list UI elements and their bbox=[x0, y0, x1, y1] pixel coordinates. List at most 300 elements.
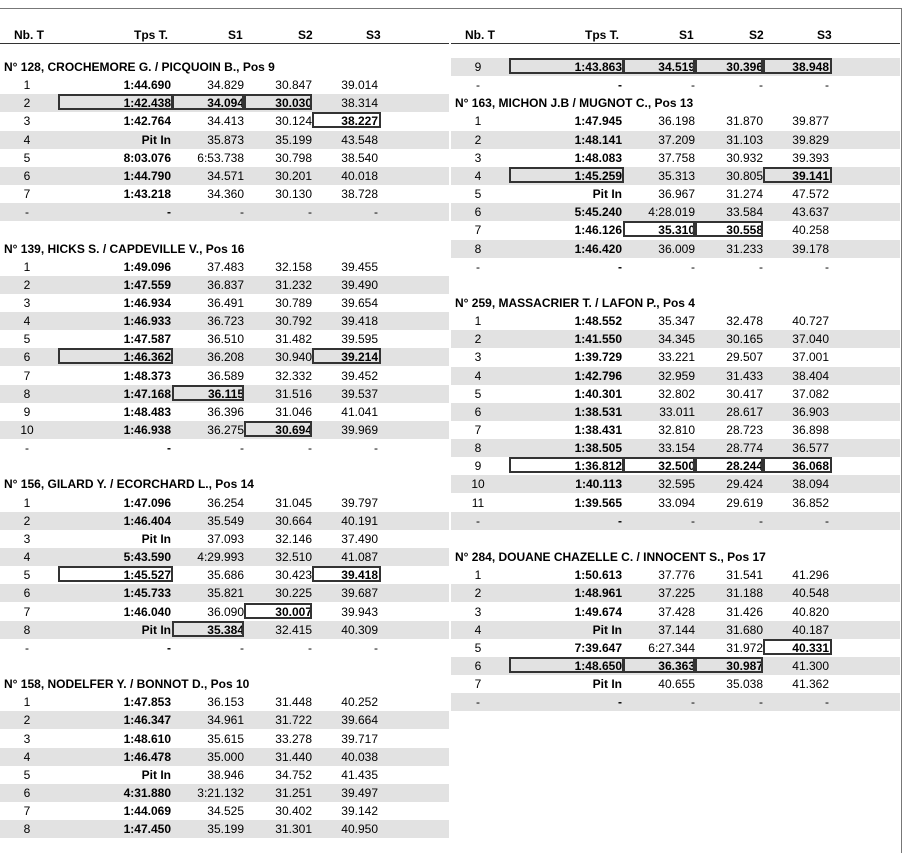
sector-1: 37.428 bbox=[658, 604, 695, 619]
sector-3: 39.418 bbox=[341, 314, 378, 329]
lap-row bbox=[0, 167, 449, 185]
sector-2: 31.103 bbox=[726, 132, 763, 147]
sector-2: 33.584 bbox=[726, 205, 763, 220]
best-sector3-box bbox=[312, 566, 381, 582]
lap-row bbox=[451, 657, 900, 675]
best-lap-box bbox=[58, 348, 173, 364]
car-title: N° 163, MICHON J.B / MUGNOT C., Pos 13 bbox=[455, 96, 694, 111]
sector-1: 34.829 bbox=[207, 78, 244, 93]
lap-row bbox=[0, 621, 449, 639]
sector-2: 30.030 bbox=[275, 96, 312, 111]
lap-number: 9 bbox=[474, 60, 482, 74]
best-sector1-box bbox=[623, 221, 695, 237]
lap-time: 1:48.650 bbox=[574, 658, 622, 673]
lap-number: 8 bbox=[23, 386, 31, 401]
sector-2: 31.482 bbox=[275, 332, 312, 347]
lap-time: 7:39.647 bbox=[574, 640, 622, 655]
lap-row bbox=[0, 802, 449, 820]
sector-2: 30.402 bbox=[275, 804, 312, 819]
best-sector1-box bbox=[172, 621, 244, 637]
lap-number: - bbox=[25, 640, 29, 655]
separator-row bbox=[0, 203, 449, 221]
sector-1: 36.153 bbox=[207, 695, 244, 710]
lap-number: 8 bbox=[23, 822, 31, 837]
sector-3: - bbox=[374, 205, 378, 220]
sector-2: 31.046 bbox=[275, 404, 312, 419]
lap-row bbox=[451, 385, 900, 403]
lap-number: 6 bbox=[474, 205, 482, 220]
best-sector1-box bbox=[172, 94, 244, 110]
separator-row bbox=[451, 76, 900, 94]
lap-time: 1:45.259 bbox=[574, 168, 622, 183]
header-s1: S1 bbox=[228, 28, 243, 42]
lap-time: 1:44.069 bbox=[123, 804, 171, 819]
lap-row bbox=[451, 675, 900, 693]
separator-row bbox=[0, 439, 449, 457]
sector-3: 37.490 bbox=[341, 531, 378, 546]
sector-1: 37.758 bbox=[658, 150, 695, 165]
header-nb: Nb. T bbox=[14, 28, 44, 42]
lap-row bbox=[451, 112, 900, 130]
lap-row bbox=[0, 131, 449, 149]
lap-time: 1:39.729 bbox=[574, 350, 622, 365]
lap-time: 1:47.096 bbox=[123, 495, 171, 510]
lap-number: 9 bbox=[23, 404, 31, 419]
lap-row bbox=[0, 94, 449, 112]
header-tps: Tps T. bbox=[134, 28, 169, 42]
lap-time: 1:40.113 bbox=[575, 477, 622, 492]
best-lap-box bbox=[58, 94, 173, 110]
sector-2: - bbox=[759, 78, 763, 93]
sector-1: 35.347 bbox=[658, 314, 695, 329]
sector-1: 36.208 bbox=[207, 350, 244, 365]
sector-1: 33.011 bbox=[659, 404, 695, 419]
lap-number: 6 bbox=[474, 658, 482, 673]
header-rule bbox=[451, 43, 900, 44]
lap-time: 1:36.812 bbox=[574, 459, 622, 474]
best-sector2-box bbox=[244, 421, 312, 437]
lap-time: 5:43.590 bbox=[123, 550, 171, 565]
lap-time: 1:46.040 bbox=[123, 604, 171, 619]
sector-1: 36.115 bbox=[207, 386, 244, 401]
sector-1: 40.655 bbox=[658, 677, 695, 692]
sector-3: - bbox=[825, 259, 829, 274]
lap-row bbox=[0, 530, 449, 548]
column-headers bbox=[451, 28, 900, 44]
lap-row bbox=[0, 603, 449, 621]
sector-3: 39.537 bbox=[341, 386, 378, 401]
sector-3: 38.728 bbox=[341, 187, 378, 202]
sector-1: 34.345 bbox=[658, 332, 695, 347]
sector-3: 40.018 bbox=[341, 168, 378, 183]
lap-number: 5 bbox=[23, 332, 31, 347]
sector-2: 30.423 bbox=[275, 568, 312, 583]
lap-row bbox=[0, 367, 449, 385]
sector-1: 36.837 bbox=[207, 277, 244, 292]
sector-3: 39.455 bbox=[341, 259, 378, 274]
sector-1: 32.802 bbox=[658, 386, 695, 401]
lap-number: 4 bbox=[474, 368, 482, 383]
sector-1: 35.313 bbox=[658, 168, 695, 183]
lap-time: 1:39.565 bbox=[574, 495, 622, 510]
lap-row bbox=[451, 457, 900, 475]
lap-row bbox=[451, 312, 900, 330]
lap-number: 2 bbox=[474, 132, 482, 147]
lap-number: 8 bbox=[474, 441, 482, 456]
sector-2: 31.301 bbox=[275, 822, 312, 837]
lap-row bbox=[0, 294, 449, 312]
best-sector2-box bbox=[695, 457, 763, 473]
sector-2: 31.188 bbox=[726, 586, 763, 601]
lap-number: 2 bbox=[23, 513, 31, 528]
lap-row bbox=[0, 149, 449, 167]
lap-time: 1:49.674 bbox=[574, 604, 622, 619]
lap-number: - bbox=[25, 205, 29, 220]
lap-row bbox=[451, 403, 900, 421]
best-sector3-box bbox=[763, 457, 832, 473]
sector-2: 29.424 bbox=[726, 477, 763, 492]
sector-1: 36.396 bbox=[207, 404, 244, 419]
lap-time: - bbox=[618, 695, 622, 710]
sector-2: - bbox=[308, 441, 312, 456]
sector-1: 34.525 bbox=[207, 804, 244, 819]
sector-1: 32.810 bbox=[658, 423, 695, 437]
sector-2: - bbox=[759, 695, 763, 710]
sector-1: 36.967 bbox=[658, 187, 695, 202]
header-rule bbox=[0, 43, 449, 44]
best-sector3-box bbox=[312, 112, 381, 128]
lap-number: 7 bbox=[23, 187, 31, 202]
sector-2: 30.789 bbox=[275, 295, 312, 310]
lap-time: 1:42.438 bbox=[123, 96, 171, 111]
sector-1: 34.413 bbox=[207, 114, 244, 129]
lap-time: - bbox=[618, 78, 622, 93]
sector-1: 4:29.993 bbox=[197, 550, 244, 565]
sector-1: 33.221 bbox=[658, 350, 695, 365]
sector-1: 35.686 bbox=[207, 568, 244, 583]
car-title: N° 156, GILARD Y. / ECORCHARD L., Pos 14 bbox=[4, 477, 254, 492]
lap-number: 7 bbox=[474, 223, 482, 238]
sector-1: 37.093 bbox=[207, 531, 244, 546]
lap-number: 5 bbox=[23, 767, 31, 782]
lap-row bbox=[451, 240, 900, 258]
lap-number: 7 bbox=[23, 368, 31, 383]
lap-row bbox=[451, 566, 900, 584]
sector-3: 36.852 bbox=[792, 495, 829, 510]
lap-number: 3 bbox=[474, 350, 482, 365]
sector-1: 35.310 bbox=[658, 223, 695, 238]
lap-row bbox=[0, 711, 449, 729]
sector-1: 34.519 bbox=[658, 60, 695, 74]
sector-3: 40.727 bbox=[792, 314, 829, 329]
sector-1: 32.595 bbox=[658, 477, 695, 492]
sector-3: 39.595 bbox=[341, 332, 378, 347]
header-s3: S3 bbox=[366, 28, 381, 42]
lap-number: 1 bbox=[23, 78, 31, 93]
best-sector3-box bbox=[763, 639, 832, 655]
sector-3: 41.041 bbox=[341, 404, 378, 419]
sector-3: 39.687 bbox=[341, 586, 378, 601]
lap-time: 1:46.933 bbox=[123, 314, 171, 329]
sector-2: 32.415 bbox=[275, 622, 312, 637]
lap-time: - bbox=[167, 441, 171, 456]
lap-number: 6 bbox=[23, 586, 31, 601]
sector-3: - bbox=[825, 78, 829, 93]
lap-number: 7 bbox=[474, 423, 482, 437]
sector-3: 40.309 bbox=[341, 622, 378, 637]
lap-row bbox=[0, 494, 449, 512]
sector-3: 38.094 bbox=[792, 477, 829, 492]
car-title: N° 259, MASSACRIER T. / LAFON P., Pos 4 bbox=[455, 295, 695, 310]
sector-2: 28.617 bbox=[726, 404, 763, 419]
sector-2: 30.798 bbox=[275, 150, 312, 165]
lap-time: 1:48.961 bbox=[574, 586, 622, 601]
sector-3: 39.014 bbox=[341, 78, 378, 93]
sector-2: 31.433 bbox=[726, 368, 763, 383]
lap-number: 6 bbox=[23, 168, 31, 183]
sector-2: 33.278 bbox=[275, 731, 312, 746]
best-lap-box bbox=[509, 657, 624, 673]
sector-3: 37.082 bbox=[792, 386, 829, 401]
lap-row bbox=[451, 203, 900, 221]
sector-1: 32.500 bbox=[658, 459, 695, 474]
lap-time: 1:46.347 bbox=[123, 713, 171, 728]
lap-number: 5 bbox=[23, 150, 31, 165]
lap-number: 7 bbox=[23, 604, 31, 619]
lap-time: 1:38.505 bbox=[574, 441, 622, 456]
sector-3: 40.331 bbox=[792, 640, 829, 655]
sector-3: 37.040 bbox=[792, 332, 829, 347]
best-sector2-box bbox=[244, 603, 312, 619]
sector-3: 47.572 bbox=[792, 187, 829, 202]
lap-number: 1 bbox=[23, 695, 31, 710]
lap-number: 6 bbox=[23, 786, 31, 800]
sector-3: 39.497 bbox=[341, 786, 378, 800]
lap-time: 1:46.362 bbox=[123, 350, 171, 365]
lap-row bbox=[451, 167, 900, 185]
lap-time: - bbox=[167, 205, 171, 220]
lap-number: - bbox=[476, 513, 480, 528]
car-title: N° 139, HICKS S. / CAPDEVILLE V., Pos 16 bbox=[4, 241, 245, 256]
sector-2: 30.201 bbox=[275, 168, 312, 183]
sector-1: 33.094 bbox=[658, 495, 695, 510]
separator-row bbox=[451, 693, 900, 711]
sector-1: 37.144 bbox=[658, 622, 695, 637]
sector-1: 35.199 bbox=[207, 822, 244, 837]
column-headers bbox=[0, 28, 449, 44]
lap-number: 11 bbox=[471, 495, 485, 510]
best-sector3-box bbox=[763, 167, 832, 183]
best-sector1-box bbox=[623, 657, 695, 673]
sector-2: 31.232 bbox=[275, 277, 312, 292]
lap-row bbox=[0, 584, 449, 602]
lap-row bbox=[451, 621, 900, 639]
sector-1: - bbox=[240, 640, 244, 655]
lap-time: 1:47.450 bbox=[123, 822, 171, 837]
lap-number: - bbox=[476, 695, 480, 710]
lap-time: 1:46.478 bbox=[123, 749, 171, 764]
separator-row bbox=[451, 258, 900, 276]
lap-row bbox=[451, 185, 900, 203]
sector-3: 41.087 bbox=[341, 550, 378, 565]
lap-time: 1:47.587 bbox=[123, 332, 171, 347]
sector-2: 30.225 bbox=[275, 586, 312, 601]
lap-row bbox=[0, 820, 449, 838]
sector-1: - bbox=[240, 205, 244, 220]
lap-time: Pit In bbox=[141, 622, 171, 637]
lap-row bbox=[451, 221, 900, 239]
sector-2: 28.774 bbox=[726, 441, 763, 456]
sector-1: 36.363 bbox=[658, 658, 695, 673]
lap-number: 1 bbox=[474, 568, 482, 583]
car-title: N° 284, DOUANE CHAZELLE C. / INNOCENT S., Pos 17 bbox=[455, 550, 766, 565]
lap-time: 1:38.431 bbox=[574, 423, 622, 437]
best-lap-box bbox=[58, 566, 173, 582]
best-lap-box bbox=[509, 167, 624, 183]
sector-1: 34.571 bbox=[207, 168, 244, 183]
sector-1: 35.821 bbox=[207, 586, 244, 601]
sector-3: 40.258 bbox=[792, 223, 829, 238]
lap-number: 7 bbox=[474, 677, 482, 692]
lap-row bbox=[0, 766, 449, 784]
lap-row bbox=[451, 149, 900, 167]
lap-number: 2 bbox=[23, 96, 31, 111]
lap-time: 1:40.301 bbox=[574, 386, 622, 401]
lap-time: 1:48.141 bbox=[574, 132, 622, 147]
sector-1: - bbox=[691, 513, 695, 528]
sector-2: - bbox=[759, 259, 763, 274]
lap-time: 5:45.240 bbox=[574, 205, 622, 220]
sector-3: 39.664 bbox=[341, 713, 378, 728]
lap-row bbox=[0, 548, 449, 566]
header-nb: Nb. T bbox=[465, 28, 495, 42]
lap-time: 1:46.126 bbox=[574, 223, 622, 238]
sector-3: 41.296 bbox=[792, 568, 829, 583]
sector-3: 38.404 bbox=[792, 368, 829, 383]
lap-row bbox=[0, 403, 449, 421]
sector-2: 31.516 bbox=[275, 386, 312, 401]
lap-time: - bbox=[618, 513, 622, 528]
sector-1: - bbox=[691, 78, 695, 93]
lap-number: 1 bbox=[474, 314, 482, 329]
sector-1: 34.360 bbox=[207, 187, 244, 202]
lap-time: Pit In bbox=[141, 531, 171, 546]
sector-2: - bbox=[308, 205, 312, 220]
sector-3: 40.187 bbox=[792, 622, 829, 637]
header-s2: S2 bbox=[749, 28, 764, 42]
sector-1: 36.254 bbox=[207, 495, 244, 510]
sector-3: 38.948 bbox=[792, 60, 829, 74]
lap-row bbox=[0, 512, 449, 530]
lap-number: 4 bbox=[23, 550, 31, 565]
lap-time: 1:46.934 bbox=[123, 295, 171, 310]
sector-1: 4:28.019 bbox=[648, 205, 695, 220]
sector-2: 31.541 bbox=[726, 568, 763, 583]
sector-3: 39.393 bbox=[792, 150, 829, 165]
lap-number: 6 bbox=[474, 404, 482, 419]
sector-1: 36.510 bbox=[207, 332, 244, 347]
lap-number: 1 bbox=[23, 495, 31, 510]
lap-time: 1:41.550 bbox=[574, 332, 622, 347]
lap-time: 1:46.938 bbox=[123, 423, 171, 437]
best-sector2-box bbox=[695, 221, 763, 237]
sector-2: 30.130 bbox=[275, 187, 312, 202]
sector-2: 34.752 bbox=[275, 767, 312, 782]
sector-1: 35.615 bbox=[207, 731, 244, 746]
lap-time: Pit In bbox=[141, 767, 171, 782]
sector-1: 32.959 bbox=[658, 368, 695, 383]
sector-2: 31.233 bbox=[726, 241, 763, 256]
lap-number: 3 bbox=[23, 295, 31, 310]
sector-2: 30.124 bbox=[275, 114, 312, 129]
sector-3: 43.548 bbox=[341, 132, 378, 147]
sector-2: 30.792 bbox=[275, 314, 312, 329]
lap-time: Pit In bbox=[592, 187, 622, 202]
lap-number: 4 bbox=[23, 314, 31, 329]
lap-number: 2 bbox=[23, 277, 31, 292]
lap-time: 1:50.613 bbox=[574, 568, 622, 583]
sector-3: 39.654 bbox=[341, 295, 378, 310]
best-lap-box bbox=[509, 457, 624, 473]
lap-number: 2 bbox=[474, 332, 482, 347]
sector-1: 36.009 bbox=[658, 241, 695, 256]
sector-3: 39.452 bbox=[341, 368, 378, 383]
sector-3: 38.314 bbox=[341, 96, 378, 111]
sector-3: 39.969 bbox=[341, 423, 378, 437]
lap-number: 10 bbox=[20, 423, 34, 437]
lap-row bbox=[0, 276, 449, 294]
sector-3: - bbox=[374, 640, 378, 655]
best-sector3-box bbox=[763, 58, 832, 74]
sector-2: 32.332 bbox=[275, 368, 312, 383]
sector-1: 35.873 bbox=[207, 132, 244, 147]
sector-1: 6:53.738 bbox=[197, 150, 244, 165]
lap-time: 1:46.404 bbox=[123, 513, 171, 528]
sector-3: 43.637 bbox=[792, 205, 829, 220]
sector-2: 31.045 bbox=[275, 495, 312, 510]
best-sector1-box bbox=[172, 385, 244, 401]
sector-3: 40.820 bbox=[792, 604, 829, 619]
sector-2: 31.251 bbox=[275, 786, 312, 800]
lap-time: 1:42.796 bbox=[574, 368, 622, 383]
lap-row bbox=[451, 330, 900, 348]
separator-row bbox=[0, 639, 449, 657]
lap-number: 1 bbox=[474, 114, 482, 129]
sector-3: 37.001 bbox=[792, 350, 829, 365]
lap-number: 1 bbox=[23, 259, 31, 274]
lap-number: 4 bbox=[23, 749, 31, 764]
lap-time: 1:47.853 bbox=[123, 695, 171, 710]
lap-time: - bbox=[618, 259, 622, 274]
sector-2: 30.987 bbox=[726, 658, 763, 673]
sector-1: 34.961 bbox=[207, 713, 244, 728]
header-s3: S3 bbox=[817, 28, 832, 42]
lap-time: 1:38.531 bbox=[574, 404, 622, 419]
lap-number: 2 bbox=[23, 713, 31, 728]
sector-2: 32.478 bbox=[726, 314, 763, 329]
sector-2: 31.440 bbox=[275, 749, 312, 764]
sector-3: 39.943 bbox=[341, 604, 378, 619]
lap-time: 1:48.483 bbox=[123, 404, 171, 419]
sector-3: 38.540 bbox=[341, 150, 378, 165]
lap-row bbox=[451, 348, 900, 366]
lap-number: - bbox=[476, 259, 480, 274]
sector-1: 37.483 bbox=[207, 259, 244, 274]
sector-3: 39.877 bbox=[792, 114, 829, 129]
lap-number: 5 bbox=[474, 187, 482, 202]
lap-row bbox=[0, 185, 449, 203]
lap-number: 3 bbox=[474, 150, 482, 165]
